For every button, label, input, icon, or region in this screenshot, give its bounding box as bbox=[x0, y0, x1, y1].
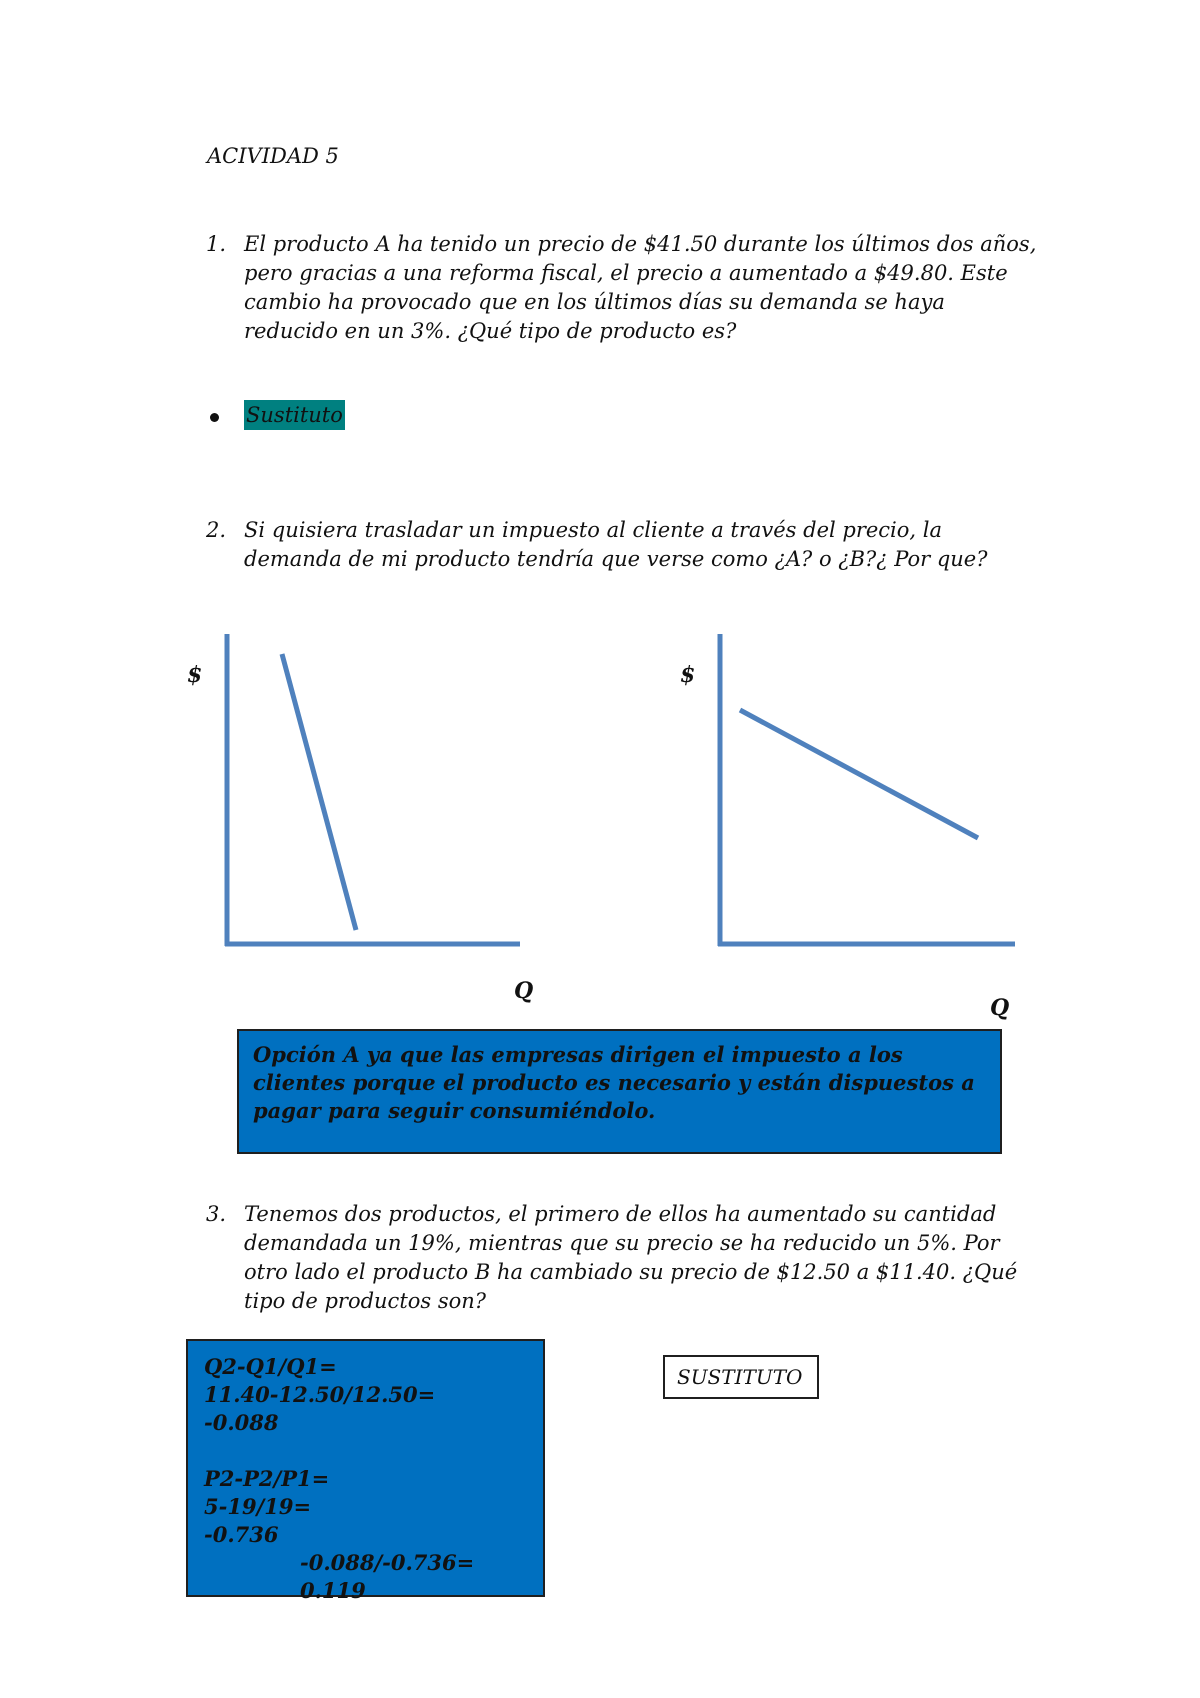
question-2-text: Si quisiera trasladar un impuesto al cliente a través del precio, la demanda de mi producto tendría que verse como ¿A? o ¿B?¿ Por que? bbox=[244, 518, 988, 571]
document-title: ACIVIDAD 5 bbox=[207, 144, 339, 168]
graph-b-demand-line bbox=[740, 710, 978, 838]
question-1-text: El producto A ha tenido un precio de $41.50 durante los últimos dos años, pero gracias a una reforma fiscal, el precio a aumentado a $49.80. Este cambio ha provocado que en los últimos días su demanda se haya reducido en un 3%. ¿Qué tipo de producto es? bbox=[244, 232, 1037, 343]
answer-3-box: SUSTITUTO bbox=[663, 1355, 819, 1399]
answer-1-highlight: Sustituto bbox=[244, 400, 345, 430]
calc-line: Q2-Q1/Q1= bbox=[204, 1354, 337, 1379]
calc-line: P2-P2/P1= bbox=[204, 1466, 330, 1491]
question-2-number: 2. bbox=[206, 518, 227, 542]
calc-line: -0.736 bbox=[204, 1522, 279, 1547]
calculation-box bbox=[186, 1339, 545, 1603]
calc-line: 11.40-12.50/12.50= bbox=[204, 1382, 436, 1407]
calc-line: 5-19/19= bbox=[204, 1494, 312, 1519]
calc-result: -0.088/-0.736= 0.119 bbox=[300, 1550, 475, 1603]
question-3-text: Tenemos dos productos, el primero de ellos ha aumentado su cantidad demandada un 19%, mientras que su precio se ha reducido un 5%. Por otro lado el producto B ha cambiado su precio de $12.50 a $11.40. ¿Qué tipo de productos son? bbox=[244, 1202, 1018, 1313]
calc-line: -0.088 bbox=[204, 1410, 279, 1435]
question-3-number: 3. bbox=[206, 1202, 227, 1226]
question-1-number: 1. bbox=[206, 232, 227, 256]
graph-a-x-label: Q bbox=[514, 978, 534, 1004]
graph-b-y-label: $ bbox=[680, 662, 696, 688]
graph-b-x-label: Q bbox=[990, 995, 1010, 1021]
answer-2-box: Opción A ya que las empresas dirigen el impuesto a los clientes porque el producto es necesario y están dispuestos a pagar para seguir consumiéndolo. bbox=[237, 1029, 1002, 1154]
graph-a-y-label: $ bbox=[187, 662, 203, 688]
